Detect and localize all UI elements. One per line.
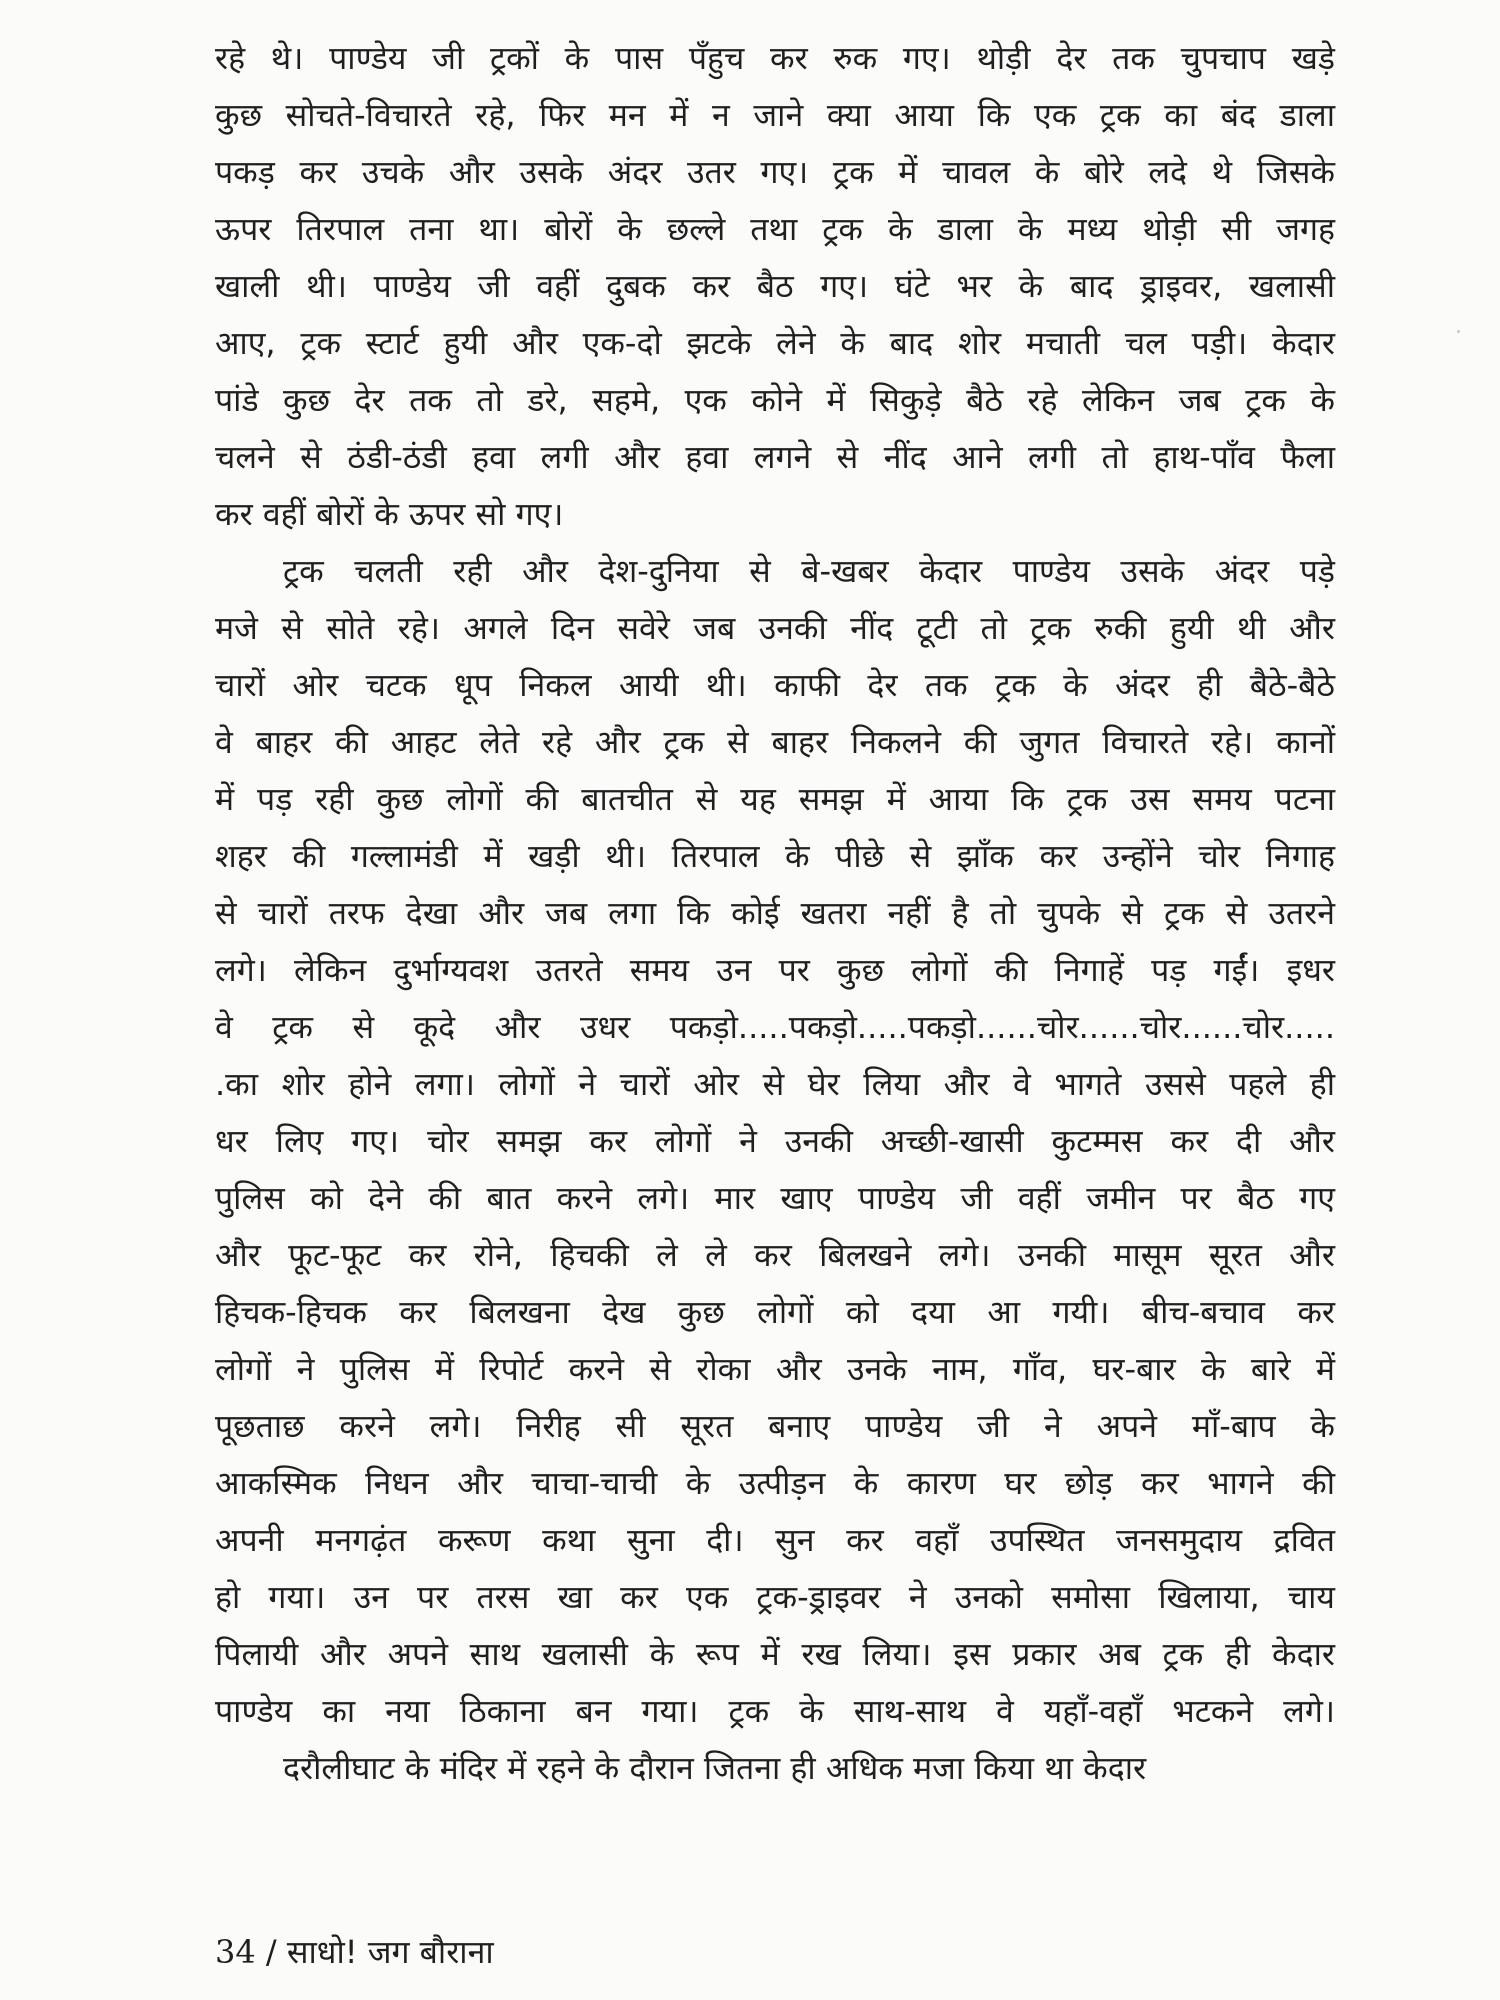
text-line: में पड़ रही कुछ लोगों की बातचीत से यह समझ में आया कि ट्रक उस समय पटना [215,780,1335,818]
text-line: वे बाहर की आहट लेते रहे और ट्रक से बाहर निकलने की जुगत विचारते रहे। कानों [215,723,1335,761]
book-title: साधो! जग बौराना [286,1933,494,1971]
text-line: और फूट-फूट कर रोने, हिचकी ले ले कर बिलखने लगे। उनकी मासूम सूरत और [215,1236,1335,1274]
footer-separator: / [265,1933,277,1971]
text-line: आए, ट्रक स्टार्ट हुयी और एक-दो झटके लेने के बाद शोर मचाती चल पड़ी। केदार [215,324,1335,362]
text-line: वे ट्रक से कूदे और उधर पकड़ो.....पकड़ो.....पकड़ो......चोर......चोर......चोर..... [215,1008,1335,1046]
text-line: ऊपर तिरपाल तना था। बोरों के छल्ले तथा ट्रक के डाला के मध्य थोड़ी सी जगह [215,210,1335,248]
text-line: लोगों ने पुलिस में रिपोर्ट करने से रोका और उनके नाम, गाँव, घर-बार के बारे में [215,1350,1335,1388]
paragraph-start-line: ट्रक चलती रही और देश-दुनिया से बे-खबर केदार पाण्डेय उसके अंदर पड़े [283,552,1335,590]
text-line: पकड़ कर उचके और उसके अंदर उतर गए। ट्रक में चावल के बोरे लदे थे जिसके [215,153,1335,191]
text-line: .का शोर होने लगा। लोगों ने चारों ओर से घेर लिया और वे भागते उससे पहले ही [215,1065,1335,1103]
paragraph-start-line: दरौलीघाट के मंदिर में रहने के दौरान जितना ही अधिक मजा किया था केदार [283,1749,1147,1787]
text-line: हिचक-हिचक कर बिलखना देख कुछ लोगों को दया आ गयी। बीच-बचाव कर [215,1293,1335,1331]
scan-speck [1457,330,1460,333]
text-line: चलने से ठंडी-ठंडी हवा लगी और हवा लगने से नींद आने लगी तो हाथ-पाँव फैला [215,438,1335,476]
text-line: रहे थे। पाण्डेय जी ट्रकों के पास पँहुच कर रुक गए। थोड़ी देर तक चुपचाप खड़े [215,39,1335,77]
text-line: पाण्डेय का नया ठिकाना बन गया। ट्रक के साथ-साथ वे यहाँ-वहाँ भटकने लगे। [215,1692,1335,1730]
text-line: पूछताछ करने लगे। निरीह सी सूरत बनाए पाण्डेय जी ने अपने माँ-बाप के [215,1407,1335,1445]
page-number: 34 [215,1933,256,1971]
text-line: हो गया। उन पर तरस खा कर एक ट्रक-ड्राइवर ने उनको समोसा खिलाया, चाय [215,1578,1335,1616]
text-line: लगे। लेकिन दुर्भाग्यवश उतरते समय उन पर कुछ लोगों की निगाहें पड़ गईं। इधर [215,951,1335,989]
text-line: से चारों तरफ देखा और जब लगा कि कोई खतरा नहीं है तो चुपके से ट्रक से उतरने [215,894,1335,932]
text-line: कुछ सोचते-विचारते रहे, फिर मन में न जाने क्या आया कि एक ट्रक का बंद डाला [215,96,1335,134]
text-line: चारों ओर चटक धूप निकल आयी थी। काफी देर तक ट्रक के अंदर ही बैठे-बैठे [215,666,1335,704]
text-line: पांडे कुछ देर तक तो डरे, सहमे, एक कोने में सिकुड़े बैठे रहे लेकिन जब ट्रक के [215,381,1335,419]
text-line: मजे से सोते रहे। अगले दिन सवेरे जब उनकी नींद टूटी तो ट्रक रुकी हुयी थी और [215,609,1335,647]
paragraph-end-line: कर वहीं बोरों के ऊपर सो गए। [215,495,564,533]
text-line: पिलायी और अपने साथ खलासी के रूप में रख लिया। इस प्रकार अब ट्रक ही केदार [215,1635,1335,1673]
text-line: अपनी मनगढ़ंत करूण कथा सुना दी। सुन कर वहाँ उपस्थित जनसमुदाय द्रवित [215,1521,1335,1559]
body-text [215,30,1335,1797]
page-footer [215,1930,494,1973]
text-line: शहर की गल्लामंडी में खड़ी थी। तिरपाल के पीछे से झाँक कर उन्होंने चोर निगाह [215,837,1335,875]
text-line: खाली थी। पाण्डेय जी वहीं दुबक कर बैठ गए। घंटे भर के बाद ड्राइवर, खलासी [215,267,1335,305]
text-line: पुलिस को देने की बात करने लगे। मार खाए पाण्डेय जी वहीं जमीन पर बैठ गए [215,1179,1335,1217]
text-line: धर लिए गए। चोर समझ कर लोगों ने उनकी अच्छी-खासी कुटम्मस कर दी और [215,1122,1335,1160]
text-line: आकस्मिक निधन और चाचा-चाची के उत्पीड़न के कारण घर छोड़ कर भागने की [215,1464,1335,1502]
